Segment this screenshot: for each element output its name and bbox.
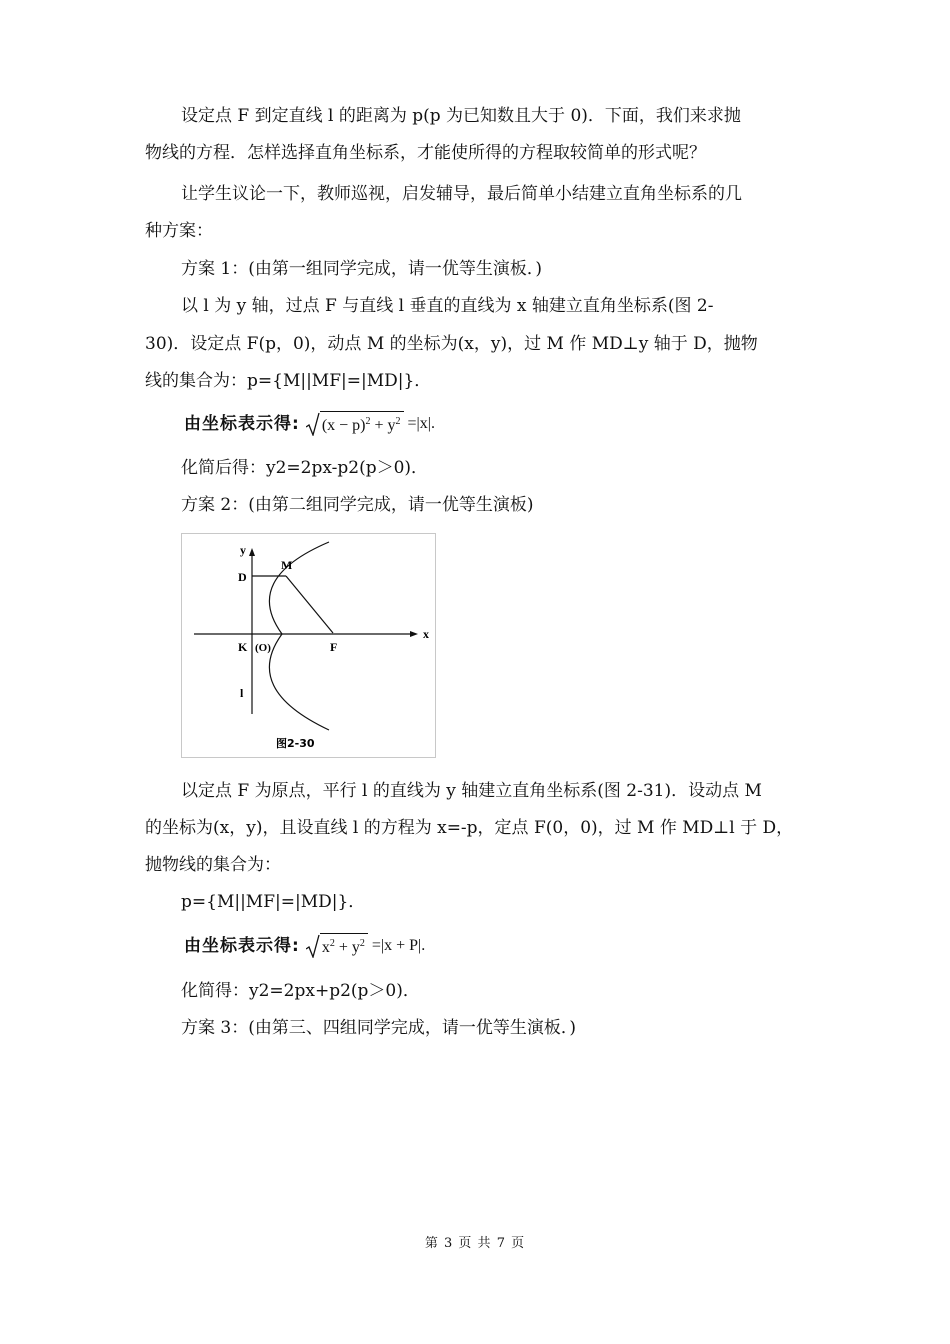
label-k: K bbox=[238, 640, 248, 654]
paragraph-line: 以 l 为 y 轴，过点 F 与直线 l 垂直的直线为 x 轴建立直角坐标系(图 2- bbox=[181, 296, 714, 316]
label-l: l bbox=[240, 686, 244, 700]
y-axis-arrow bbox=[249, 548, 255, 556]
label-origin: (O) bbox=[255, 642, 271, 654]
label-y: y bbox=[240, 543, 246, 557]
formula-1-radicand: $(x - p)^2 + y^2$ bbox=[320, 411, 404, 436]
page-footer: 第 3 页 共 7 页 bbox=[424, 1236, 526, 1251]
scheme-3-title: 方案 3：(由第三、四组同学完成，请一优等生演板．) bbox=[181, 1018, 576, 1038]
paragraph-line: 抛物线的集合为： bbox=[145, 855, 281, 875]
formula-2 bbox=[184, 933, 425, 958]
formula-1-label: 由坐标表示得: bbox=[184, 413, 300, 434]
set-expression: p={M||MF|=|MD|}． bbox=[181, 892, 366, 912]
label-x: x bbox=[423, 627, 429, 641]
label-f: F bbox=[330, 640, 338, 654]
simplified-equation-1: 化简后得：y2=2px-p2(p＞0)． bbox=[181, 458, 429, 478]
figure-caption: 图2-30 bbox=[276, 737, 315, 750]
paragraph-line: 设定点 F 到定直线 l 的距离为 p(p 为已知数且大于 0)．下面，我们来求抛 bbox=[181, 106, 741, 126]
figure-2-30 bbox=[181, 533, 436, 758]
label-d: D bbox=[238, 570, 247, 584]
sqrt-sign bbox=[306, 933, 368, 958]
formula-2-radicand: $x^2 + y^2$ bbox=[320, 933, 368, 958]
simplified-equation-2: 化简得：y2=2px+p2(p＞0)． bbox=[181, 981, 420, 1001]
segment-mf bbox=[286, 576, 333, 633]
paragraph-line: 线的集合为：p={M||MF|=|MD|}． bbox=[145, 371, 432, 391]
parabola-curve bbox=[269, 542, 329, 730]
formula-2-rhs: =|x + P|. bbox=[371, 936, 426, 954]
paragraph-line: 种方案： bbox=[145, 221, 213, 241]
paragraph-line: 的坐标为(x，y)，且设直线 l 的方程为 x=-p，定点 F(0，0)，过 M 作 MD⊥l 于 D， bbox=[145, 818, 794, 838]
paragraph-line: 30)．设定点 F(p，0)，动点 M 的坐标为(x，y)，过 M 作 MD⊥y 轴于 D，抛物 bbox=[145, 334, 758, 354]
label-m: M bbox=[281, 558, 293, 572]
paragraph-line: 让学生议论一下，教师巡视，启发辅导，最后简单小结建立直角坐标系的几 bbox=[181, 184, 742, 204]
formula-1 bbox=[184, 411, 435, 436]
x-axis-arrow bbox=[410, 631, 418, 637]
paragraph-line: 物线的方程．怎样选择直角坐标系，才能使所得的方程取较简单的形式呢？ bbox=[145, 143, 706, 163]
sqrt-sign bbox=[306, 411, 404, 436]
paragraph-line: 以定点 F 为原点，平行 l 的直线为 y 轴建立直角坐标系(图 2-31)．设动点 M bbox=[181, 781, 762, 801]
formula-1-rhs: =|x|. bbox=[407, 414, 435, 432]
formula-2-label: 由坐标表示得: bbox=[184, 935, 300, 956]
scheme-1-title: 方案 1：(由第一组同学完成，请一优等生演板．) bbox=[181, 259, 542, 279]
scheme-2-title: 方案 2：(由第二组同学完成，请一优等生演板) bbox=[181, 495, 534, 515]
